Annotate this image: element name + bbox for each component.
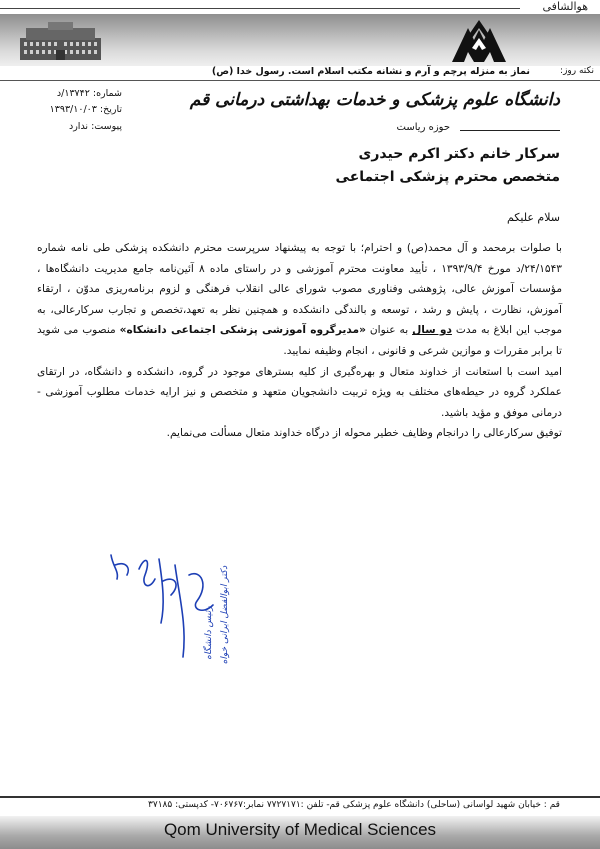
university-emblem-icon (448, 18, 510, 66)
motto-rule (0, 80, 600, 81)
paragraph-2: امید است با استعانت از خداوند متعال و بهره‌گیری از کلیه بسترهای موجود در گروه، دانشکده و دانشگاه، در ارتقای عملکرد گروه در حیطه‌های مختلف به ویژه تربیت دانشجویان متعهد و متخصص و نیز ارایه خدمات مطلوب آموزشی - درمانی موفق و مؤید باشید. (37, 365, 562, 419)
daily-motto: نماز به منزله پرچم و آرم و نشانه مکتب اسلام است. رسول خدا (ص) (211, 66, 530, 77)
greeting: سلام علیکم (506, 211, 560, 224)
university-name: دانشگاه علوم پزشکی و خدمات بهداشتی درمانی قم (189, 90, 560, 110)
letter-body (37, 238, 562, 444)
paragraph-1 (37, 238, 562, 362)
university-building-icon (18, 22, 103, 62)
recipient-title: متخصص محترم پزشکی اجتماعی (335, 169, 560, 185)
footer-english-name: Qom University of Medical Sciences (163, 820, 437, 839)
letter-attachment: پیوست: ندارد (68, 121, 122, 132)
header-top-rule (0, 8, 520, 9)
hoval-shafi: هوالشافی (542, 0, 588, 13)
signer-title: رئیس دانشگاه (204, 606, 214, 660)
duration: دو سال (412, 324, 452, 337)
paragraph-1-as: به عنوان (369, 324, 409, 337)
presidency-label: حوزه ریاست (396, 122, 450, 133)
presidency-rule (460, 130, 560, 131)
footer-rule (0, 796, 600, 798)
recipient-name: سرکار خانم دکتر اکرم حیدری (358, 146, 560, 162)
footer-address: قم : خیابان شهید لواسانی (ساحلی) دانشگاه علوم پزشکی قم- تلفن :۷۷۲۷۱۷۱ نمابر:۷۰۶۷۶۷- کدپستی: ۳۷۱۸۵ (148, 800, 560, 810)
letter-date: تاریخ: ۱۳۹۳/۱۰/۰۳ (49, 104, 122, 115)
handwritten-signature (105, 545, 235, 665)
appointed-position: «مدیرگروه آموزشی پزشکی اجتماعی دانشکاه» (119, 324, 366, 337)
paragraph-3: توفیق سرکارعالی را درانجام وظایف خطیر محوله از درگاه خداوند متعال مسألت می‌نمایم. (166, 427, 562, 440)
nokte-label: نکته روز: (560, 66, 594, 76)
paragraph-1-text: با صلوات برمحمد و آل محمد(ص) و احترام؛ با توجه به پیشنهاد سرپرست محترم دانشکده پزشکی طی نامه شماره ۲۴/۱۵۴۳/د مورخ ۱۳۹۳/۹/۴ ، تأیید معاونت محترم آموزشی و در راستای ماده ۸ آئین‌نامه جامع مدیریت دانشگاه‌ها ، مؤسسات آموزش عالی، پژوهشی وفناوری مصوب شورای عالی انقلاب فرهنگی و لزوم برنامه‌ریزی مدوّن ، ارتقاء آموزش، نظارت ، پایش و رشد ، توسعه و بالندگی دانشکده و همچنین نظر به تعهد،تخصص و تجارب سرکارعالی، به موجب این ابلاغ به مدت (37, 242, 562, 337)
signer-name: دکتر ابوالفضل ایرانی خواه (220, 565, 230, 665)
letter-number: شماره: ۱۳۷۴۲/د (56, 88, 122, 99)
paragraph-1-end: منصوب می شوید تا برابر مقررات و موازین شرعی و قانونی ، انجام وظیفه نمایید. (37, 324, 562, 357)
